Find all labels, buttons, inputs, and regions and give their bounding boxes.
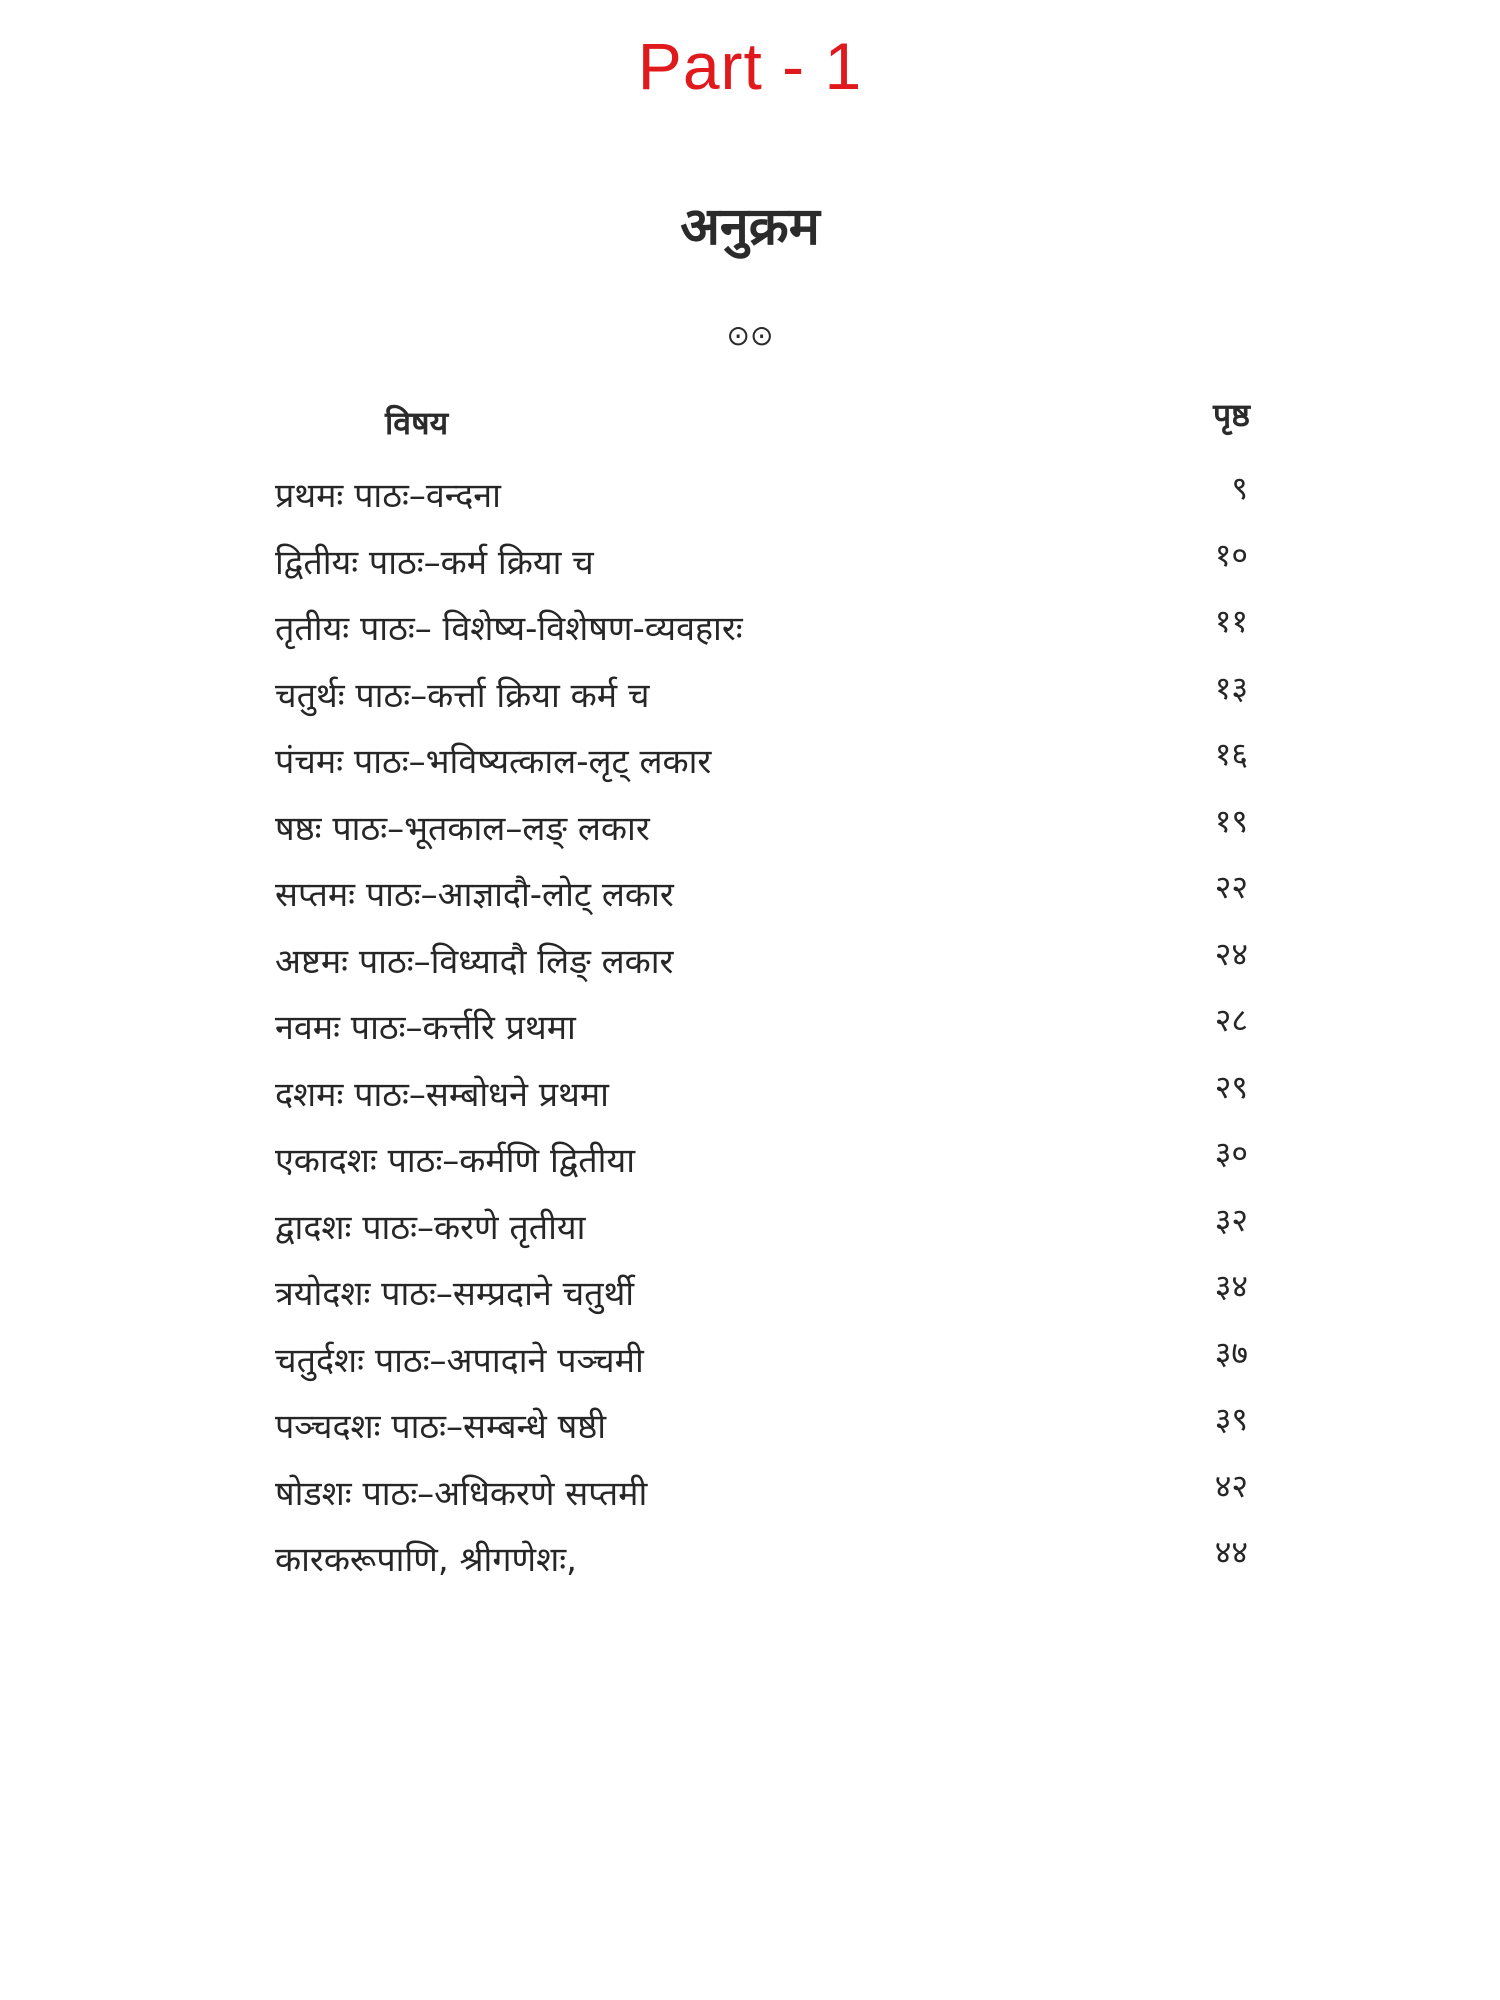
toc-entry xyxy=(0,531,1500,598)
toc-entry-page: १९ xyxy=(1214,801,1248,840)
toc-entry xyxy=(0,863,1500,930)
toc-entry-title: द्वादशः पाठः–करणे तृतीया xyxy=(275,1207,586,1248)
part-label: Part - 1 xyxy=(637,29,863,103)
toc-entry-title: कारकरूपाणि, श्रीगणेशः, xyxy=(275,1540,577,1580)
toc-entry-page: ३७ xyxy=(1214,1333,1248,1372)
toc-entry-title: पञ्चदशः पाठः–सम्बन्धे षष्ठी xyxy=(275,1407,607,1447)
toc-entry xyxy=(0,597,1500,664)
toc-entry-title: नवमः पाठः–कर्त्तरि प्रथमा xyxy=(275,1008,576,1048)
toc-entry xyxy=(0,1262,1500,1329)
toc-entry xyxy=(0,996,1500,1063)
toc-header xyxy=(0,395,1500,451)
toc-entry-title: द्वितीयः पाठः–कर्म क्रिया च xyxy=(275,542,594,583)
toc-entry-page: ४४ xyxy=(1214,1533,1248,1571)
toc-entry-page: ९ xyxy=(1231,469,1248,507)
toc-entry xyxy=(0,1196,1500,1263)
toc-entry-page: १६ xyxy=(1214,735,1248,773)
toc-entry xyxy=(0,930,1500,997)
toc-entry-title: एकादशः पाठः–कर्मणि द्वितीया xyxy=(275,1141,636,1181)
toc-entry-title: प्रथमः पाठः–वन्दना xyxy=(275,476,501,516)
subject-column-header: विषय xyxy=(385,404,449,442)
toc-entry-page: १० xyxy=(1214,535,1248,574)
toc-entry xyxy=(0,1395,1500,1462)
toc-entry-page: २८ xyxy=(1214,1001,1248,1039)
toc-entry-page: १३ xyxy=(1214,668,1248,707)
toc-entry-title: चतुर्दशः पाठः–अपादाने पञ्चमी xyxy=(275,1340,644,1381)
toc-entry-title: सप्तमः पाठः–आज्ञादौ-लोट् लकार xyxy=(275,875,674,915)
page-column-header: पृष्ठ xyxy=(1212,396,1250,434)
toc-entry-title: चतुर्थः पाठः–कर्त्ता क्रिया कर्म च xyxy=(275,675,650,716)
toc-entry xyxy=(0,730,1500,797)
page-title: अनुक्रम xyxy=(680,197,820,257)
toc-entry-page: ३२ xyxy=(1214,1200,1248,1239)
toc-entry xyxy=(0,797,1500,864)
toc-entry-title: अष्टमः पाठः–विध्यादौ लिङ् लकार xyxy=(275,941,674,982)
toc-entry-page: २२ xyxy=(1214,868,1248,906)
toc-entry-page: ११ xyxy=(1214,602,1248,640)
toc-entry-page: २४ xyxy=(1214,934,1248,973)
toc-entry-page: ४२ xyxy=(1214,1466,1248,1505)
toc-entry-title: पंचमः पाठः–भविष्यत्काल-लृट् लकार xyxy=(275,742,712,782)
toc-entry-page: ३९ xyxy=(1214,1400,1248,1438)
toc-entry-title: षष्ठः पाठः–भूतकाल–लङ् लकार xyxy=(275,808,650,849)
toc-entry-title: षोडशः पाठः–अधिकरणे सप्तमी xyxy=(275,1473,648,1514)
toc-entry-page: २९ xyxy=(1214,1067,1248,1106)
toc-entry xyxy=(0,464,1500,531)
toc-entry xyxy=(0,1063,1500,1130)
toc-entry xyxy=(0,664,1500,731)
toc-entry-title: त्रयोदशः पाठः–सम्प्रदाने चतुर्थी xyxy=(275,1274,635,1314)
ornament-divider: ⊙⊙ xyxy=(726,319,774,352)
toc-entry xyxy=(0,1462,1500,1529)
toc-entry-title: तृतीयः पाठः– विशेष्य-विशेषण-व्यवहारः xyxy=(275,609,743,649)
toc-entry-title: दशमः पाठः–सम्बोधने प्रथमा xyxy=(275,1074,609,1115)
toc-entry xyxy=(0,1129,1500,1196)
toc-entry xyxy=(0,1329,1500,1396)
table-of-contents xyxy=(0,464,1500,1595)
toc-entry-page: ३४ xyxy=(1214,1267,1248,1305)
toc-entry-page: ३० xyxy=(1214,1134,1248,1172)
toc-entry xyxy=(0,1528,1500,1595)
